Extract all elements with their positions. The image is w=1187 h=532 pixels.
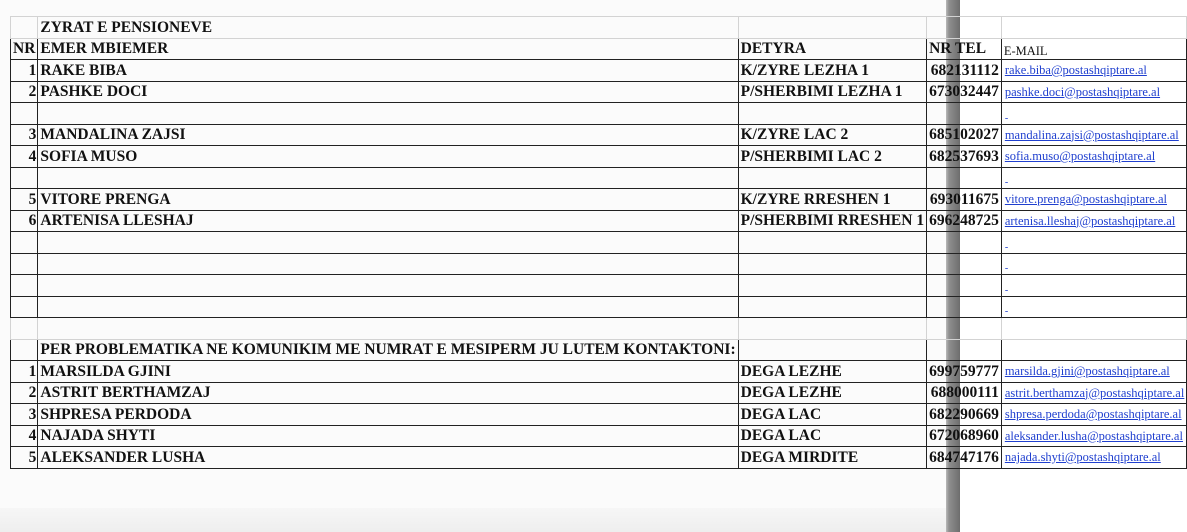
row-email-link[interactable]: aleksander.lusha@postashqiptare.al <box>1001 425 1187 447</box>
row-name: RAKE BIBA <box>38 60 738 82</box>
row-role: DEGA LEZHE <box>738 361 926 383</box>
row-tel: 688000111 <box>927 382 1002 404</box>
row-name: VITORE PRENGA <box>38 189 738 211</box>
row-tel: 699759777 <box>927 361 1002 383</box>
row-nr: 4 <box>11 425 38 447</box>
row-email-link[interactable]: mandalina.zajsi@postashqiptare.al <box>1001 124 1187 146</box>
empty-email-dash: - <box>1001 103 1187 125</box>
row-nr: 2 <box>11 81 38 103</box>
table-row <box>11 189 1187 211</box>
row-role: K/ZYRE LEZHA 1 <box>738 60 926 82</box>
row-email-link[interactable]: vitore.prenga@postashqiptare.al <box>1001 189 1187 211</box>
row-nr: 1 <box>11 60 38 82</box>
table-row <box>11 124 1187 146</box>
row-role: K/ZYRE LAC 2 <box>738 124 926 146</box>
row-name: ASTRIT BERTHAMZAJ <box>38 382 738 404</box>
row-role: DEGA LEZHE <box>738 382 926 404</box>
row-tel: 672068960 <box>927 425 1002 447</box>
empty-row <box>11 275 1187 297</box>
row-tel: 682290669 <box>927 404 1002 426</box>
row-nr: 4 <box>11 146 38 168</box>
table-row <box>11 60 1187 82</box>
row-name: SHPRESA PERDODA <box>38 404 738 426</box>
row-nr: 2 <box>11 382 38 404</box>
row-nr: 1 <box>11 361 38 383</box>
row-name: MARSILDA GJINI <box>38 361 738 383</box>
title-row-nr-cell <box>11 17 38 39</box>
row-tel: 685102027 <box>927 124 1002 146</box>
row-tel: 684747176 <box>927 447 1002 469</box>
row-email-link[interactable]: marsilda.gjini@postashqiptare.al <box>1001 361 1187 383</box>
row-role: P/SHERBIMI LAC 2 <box>738 146 926 168</box>
row-name: SOFIA MUSO <box>38 146 738 168</box>
row-nr: 3 <box>11 124 38 146</box>
header-name: EMER MBIEMER <box>38 38 738 60</box>
empty-row <box>11 253 1187 275</box>
section-title: ZYRAT E PENSIONEVE <box>38 17 738 39</box>
row-email-link[interactable]: rake.biba@postashqiptare.al <box>1001 60 1187 82</box>
spacer-row <box>11 318 1187 340</box>
page-bottom-margin <box>0 508 946 532</box>
row-email-link[interactable]: shpresa.perdoda@postashqiptare.al <box>1001 404 1187 426</box>
row-role: K/ZYRE RRESHEN 1 <box>738 189 926 211</box>
table-row <box>11 361 1187 383</box>
header-email: E-MAIL <box>1001 38 1187 60</box>
row-role: DEGA LAC <box>738 425 926 447</box>
row-email-link[interactable]: najada.shyti@postashqiptare.al <box>1001 447 1187 469</box>
row-role: P/SHERBIMI LEZHA 1 <box>738 81 926 103</box>
table-row <box>11 81 1187 103</box>
empty-email-dash: - <box>1001 232 1187 254</box>
empty-email-dash: - <box>1001 275 1187 297</box>
row-name: ARTENISA LLESHAJ <box>38 210 738 232</box>
row-tel: 682537693 <box>927 146 1002 168</box>
contact-note-row <box>11 339 1187 361</box>
title-row <box>11 17 1187 39</box>
header-tel: NR TEL <box>927 38 1002 60</box>
row-role: P/SHERBIMI RRESHEN 1 <box>738 210 926 232</box>
row-name: NAJADA SHYTI <box>38 425 738 447</box>
table-row <box>11 146 1187 168</box>
row-email-link[interactable]: pashke.doci@postashqiptare.al <box>1001 81 1187 103</box>
row-tel: 682131112 <box>927 60 1002 82</box>
table-row <box>11 382 1187 404</box>
row-nr: 5 <box>11 447 38 469</box>
row-name: MANDALINA ZAJSI <box>38 124 738 146</box>
row-role: DEGA LAC <box>738 404 926 426</box>
row-name: ALEKSANDER LUSHA <box>38 447 738 469</box>
row-email-link[interactable]: artenisa.lleshaj@postashqiptare.al <box>1001 210 1187 232</box>
empty-row <box>11 103 1187 125</box>
table-row <box>11 447 1187 469</box>
table-row <box>11 404 1187 426</box>
table-row <box>11 210 1187 232</box>
empty-email-dash: - <box>1001 253 1187 275</box>
row-role: DEGA MIRDITE <box>738 447 926 469</box>
header-row <box>11 38 1187 60</box>
empty-email-dash: - <box>1001 296 1187 318</box>
table-row <box>11 425 1187 447</box>
row-email-link[interactable]: sofia.muso@postashqiptare.al <box>1001 146 1187 168</box>
header-nr: NR <box>11 38 38 60</box>
empty-email-dash: - <box>1001 167 1187 189</box>
row-tel: 673032447 <box>927 81 1002 103</box>
row-tel: 696248725 <box>927 210 1002 232</box>
empty-row <box>11 232 1187 254</box>
empty-row <box>11 167 1187 189</box>
header-role: DETYRA <box>738 38 926 60</box>
row-nr: 5 <box>11 189 38 211</box>
row-nr: 3 <box>11 404 38 426</box>
row-email-link[interactable]: astrit.berthamzaj@postashqiptare.al <box>1001 382 1187 404</box>
row-name: PASHKE DOCI <box>38 81 738 103</box>
empty-row <box>11 296 1187 318</box>
pension-offices-table <box>10 16 1187 469</box>
row-tel: 693011675 <box>927 189 1002 211</box>
contact-note: PER PROBLEMATIKA NE KOMUNIKIM ME NUMRAT E MESIPERM JU LUTEM KONTAKTONI: <box>40 341 736 358</box>
row-nr: 6 <box>11 210 38 232</box>
